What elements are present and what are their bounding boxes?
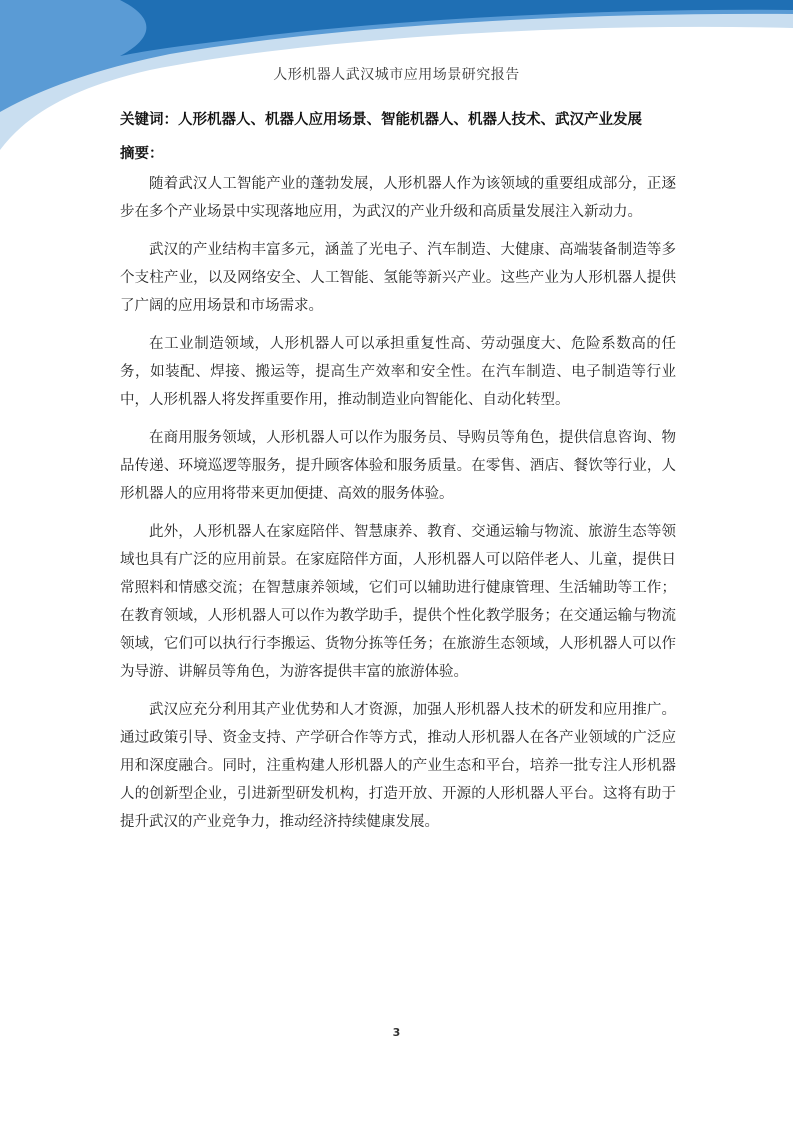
paragraph: 在工业制造领域，人形机器人可以承担重复性高、劳动强度大、危险系数高的任务，如装配、焊接、搬运等，提高生产效率和安全性。在汽车制造、电子制造等行业中，人形机器人将发挥重要作用，推动制造业向智能化、自动化转型。 [120, 336, 676, 408]
keywords-line: 关键词：人形机器人、机器人应用场景、智能机器人、机器人技术、武汉产业发展 [120, 112, 642, 128]
paragraph: 随着武汉人工智能产业的蓬勃发展，人形机器人作为该领域的重要组成部分，正逐步在多个产业场景中实现落地应用，为武汉的产业升级和高质量发展注入新动力。 [120, 176, 676, 220]
paragraph: 此外，人形机器人在家庭陪伴、智慧康养、教育、交通运输与物流、旅游生态等领域也具有广泛的应用前景。在家庭陪伴方面，人形机器人可以陪伴老人、儿童，提供日常照料和情感交流；在智慧康养领域，它们可以辅助进行健康管理、生活辅助等工作；在教育领域，人形机器人可以作为教学助手，提供个性化教学服务；在交通运输与物流领域，它们可以执行行李搬运、货物分拣等任务；在旅游生态领域，人形机器人可以作为导游、讲解员等角色，为游客提供丰富的旅游体验。 [120, 524, 676, 680]
abstract-body [120, 170, 676, 846]
running-title: 人形机器人武汉城市应用场景研究报告 [273, 67, 520, 83]
page-number: 3 [392, 1026, 401, 1039]
paragraph: 武汉应充分利用其产业优势和人才资源，加强人形机器人技术的研发和应用推广。通过政策引导、资金支持、产学研合作等方式，推动人形机器人在各产业领域的广泛应用和深度融合。同时，注重构建人形机器人的产业生态和平台，培养一批专注人形机器人的创新型企业，引进新型研发机构，打造开放、开源的人形机器人平台。这将有助于提升武汉的产业竞争力，推动经济持续健康发展。 [120, 702, 676, 830]
paragraph: 武汉的产业结构丰富多元，涵盖了光电子、汽车制造、大健康、高端装备制造等多个支柱产业，以及网络安全、人工智能、氢能等新兴产业。这些产业为人形机器人提供了广阔的应用场景和市场需求。 [120, 242, 676, 314]
paragraph: 在商用服务领域，人形机器人可以作为服务员、导购员等角色，提供信息咨询、物品传递、环境巡逻等服务，提升顾客体验和服务质量。在零售、酒店、餐饮等行业，人形机器人的应用将带来更加便捷、高效的服务体验。 [120, 430, 676, 502]
abstract-heading: 摘要： [120, 146, 164, 162]
